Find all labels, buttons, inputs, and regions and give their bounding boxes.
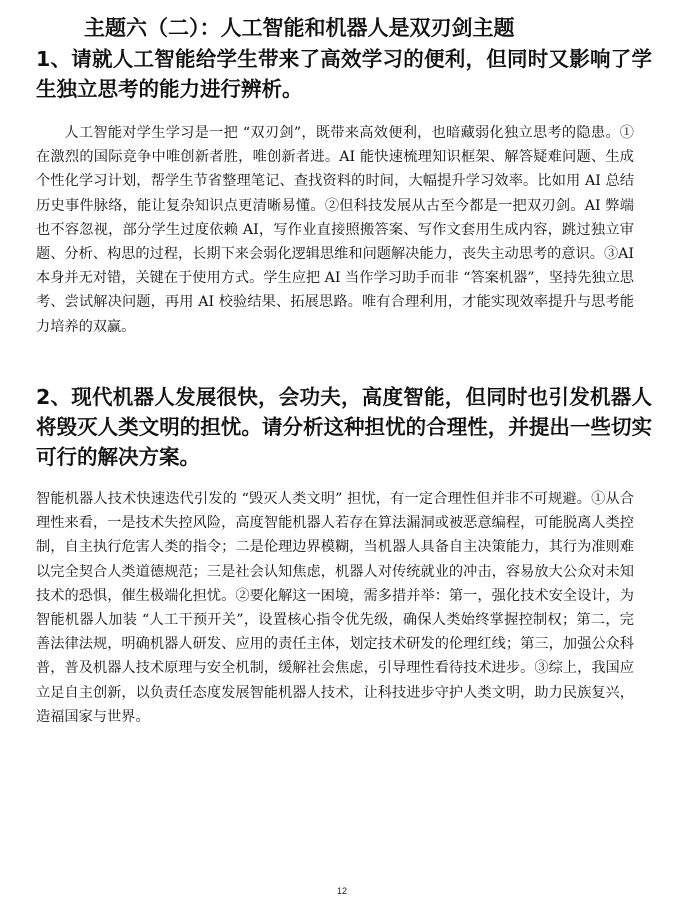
page-number: 12 bbox=[336, 886, 347, 896]
question-1: 1、请就人工智能给学生带来了高效学习的便利，但同时又影响了学生独立思考的能力进行辨析。 bbox=[36, 47, 652, 101]
answer-1: 人工智能对学生学习是一把 “双刃剑”，既带来高效便利，也暗藏弱化独立思考的隐患。①在激烈的国际竞争中唯创新者胜，唯创新者进。AI 能快速梳理知识框架、解答疑难问题、生成个性化学习计划，帮学生节省整理笔记、查找资料的时间，大幅提升学习效率。比如用 AI 总结历史事件脉络，能让复杂知识点更清晰易懂。②但科技发展从古至今都是一把双刃剑。AI 弊端也不容忽视，部分学生过度依赖 AI，写作业直接照搬答案、写作文套用生成内容，跳过独立审题、分析、构思的过程，长期下来会弱化逻辑思维和问题解决能力，丧失主动思考的意识。③AI 本身并无对错，关键在于使用方式。学生应把 AI 当作学习助手而非 “答案机器”，坚持先独立思考、尝试解决问题，再用 AI 校验结果、拓展思路。唯有合理利用，才能实现效率提升与思考能力培养的双赢。 bbox=[36, 125, 634, 335]
page-title: 主题六（二）：人工智能和机器人是双刃剑主题 bbox=[84, 16, 515, 40]
question-2: 2、现代机器人发展很快，会功夫，高度智能，但同时也引发机器人将毁灭人类文明的担忧。请分析这种担忧的合理性，并提出一些切实可行的解决方案。 bbox=[36, 385, 652, 469]
answer-2: 智能机器人技术快速迭代引发的 “毁灭人类文明” 担忧，有一定合理性但并非不可规避。①从合理性来看，一是技术失控风险，高度智能机器人若存在算法漏洞或被恶意编程，可能脱离人类控制，自主执行危害人类的指令；二是伦理边界模糊，当机器人具备自主决策能力，其行为准则难以完全契合人类道德规范；三是社会认知焦虑，机器人对传统就业的冲击，容易放大公众对未知技术的恐惧，催生极端化担忧。②要化解这一困境，需多措并举：第一，强化技术安全设计，为智能机器人加装 “人工干预开关”，设置核心指令优先级，确保人类始终掌握控制权；第二，完善法律法规，明确机器人研发、应用的责任主体，划定技术研发的伦理红线；第三，加强公众科普，普及机器人技术原理与安全机制，缓解社会焦虑，引导理性看待技术进步。③综上，我国应立足自主创新，以负责任态度发展智能机器人技术，让科技进步守护人类文明，助力民族复兴，造福国家与世界。 bbox=[36, 491, 634, 725]
